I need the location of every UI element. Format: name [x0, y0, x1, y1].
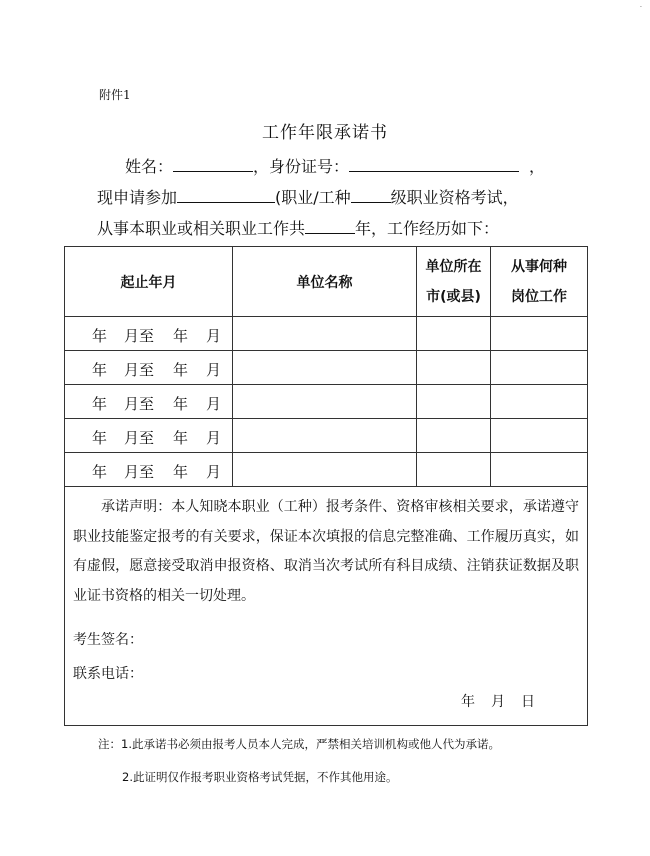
unit-cell[interactable]	[233, 453, 417, 487]
period-cell[interactable]	[65, 317, 233, 351]
signature-label: 考生签名：	[73, 632, 143, 648]
page-title: 工作年限承诺书	[262, 123, 388, 143]
city-cell[interactable]	[417, 419, 491, 453]
date-part: 年	[92, 395, 108, 413]
apply-label: 现申请参加	[97, 188, 178, 207]
city-cell[interactable]	[417, 385, 491, 419]
header-position: 从事何种 岗位工作	[491, 247, 588, 317]
header-unit-city: 单位所在 市(或县)	[417, 247, 491, 317]
date-part: 月至	[124, 395, 155, 413]
date-part: 月至	[124, 463, 155, 481]
id-number-field[interactable]	[349, 156, 519, 172]
period-cell[interactable]	[65, 351, 233, 385]
attachment-label: 附件1	[99, 88, 131, 102]
header-period: 起止年月	[65, 247, 233, 317]
id-end: ，	[529, 157, 546, 176]
note-1: 注：1.此承诺书必须由报考人员本人完成，严禁相关培训机构或他人代为承诺。	[98, 737, 500, 751]
period-cell[interactable]	[65, 453, 233, 487]
date-part: 月	[206, 463, 222, 481]
years-field[interactable]	[305, 218, 355, 234]
position-cell[interactable]	[491, 453, 588, 487]
years-label: 年，工作经历如下：	[355, 219, 500, 238]
date-part: 月至	[124, 429, 155, 447]
date-part: 月	[206, 429, 222, 447]
id-label: ，身份证号：	[253, 157, 350, 176]
position-cell[interactable]	[491, 419, 588, 453]
table-row	[65, 453, 588, 487]
occupation-label: (职业/工种	[275, 188, 351, 207]
table-row	[65, 351, 588, 385]
date-part: 年	[173, 327, 189, 345]
city-cell[interactable]	[417, 351, 491, 385]
city-cell[interactable]	[417, 453, 491, 487]
declaration-row	[65, 487, 588, 726]
table-row	[65, 385, 588, 419]
unit-cell[interactable]	[233, 419, 417, 453]
position-cell[interactable]	[491, 351, 588, 385]
table-header-row	[65, 247, 588, 317]
position-cell[interactable]	[491, 317, 588, 351]
city-cell[interactable]	[417, 317, 491, 351]
exam-name-field[interactable]	[177, 187, 275, 203]
engaged-label: 从事本职业或相关职业工作共	[97, 219, 306, 238]
corner-mark: ·	[640, 4, 642, 11]
date-part: 年	[173, 361, 189, 379]
table-row	[65, 419, 588, 453]
date-part: 年	[173, 429, 189, 447]
table-row	[65, 317, 588, 351]
level-field[interactable]	[351, 187, 391, 203]
date-part: 年	[92, 327, 108, 345]
name-id-line	[125, 154, 545, 177]
period-cell[interactable]	[65, 385, 233, 419]
date-part: 月至	[124, 361, 155, 379]
date-part: 月	[206, 361, 222, 379]
date-part: 年	[92, 361, 108, 379]
position-cell[interactable]	[491, 385, 588, 419]
date-part: 年	[173, 395, 189, 413]
date-part: 年	[173, 463, 189, 481]
work-history-table	[64, 246, 588, 726]
unit-cell[interactable]	[233, 385, 417, 419]
period-cell[interactable]	[65, 419, 233, 453]
signature-date: 年 月 日	[461, 694, 536, 710]
header-unit-name: 单位名称	[233, 247, 417, 317]
name-label: 姓名：	[125, 157, 174, 176]
phone-label: 联系电话：	[73, 666, 143, 682]
experience-line	[97, 216, 499, 239]
declaration-text: 承诺声明：本人知晓本职业（工种）报考条件、资格审核相关要求，承诺遵守职业技能鉴定报考的有关要求，保证本次填报的信息完整准确、工作履历真实，如有虚假，愿意接受取消申报资格、取消当次考试所有科目成绩、注销获证数据及职业证书资格的相关一切处理。	[73, 499, 579, 604]
date-part: 年	[92, 429, 108, 447]
unit-cell[interactable]	[233, 351, 417, 385]
level-label: 级职业资格考试，	[390, 188, 519, 207]
date-part: 年	[92, 463, 108, 481]
date-part: 月	[206, 327, 222, 345]
unit-cell[interactable]	[233, 317, 417, 351]
date-part: 月	[206, 395, 222, 413]
apply-line	[97, 185, 519, 208]
name-field[interactable]	[173, 156, 253, 172]
date-part: 月至	[124, 327, 155, 345]
note-2: 2.此证明仅作报考职业资格考试凭据，不作其他用途。	[122, 770, 398, 784]
